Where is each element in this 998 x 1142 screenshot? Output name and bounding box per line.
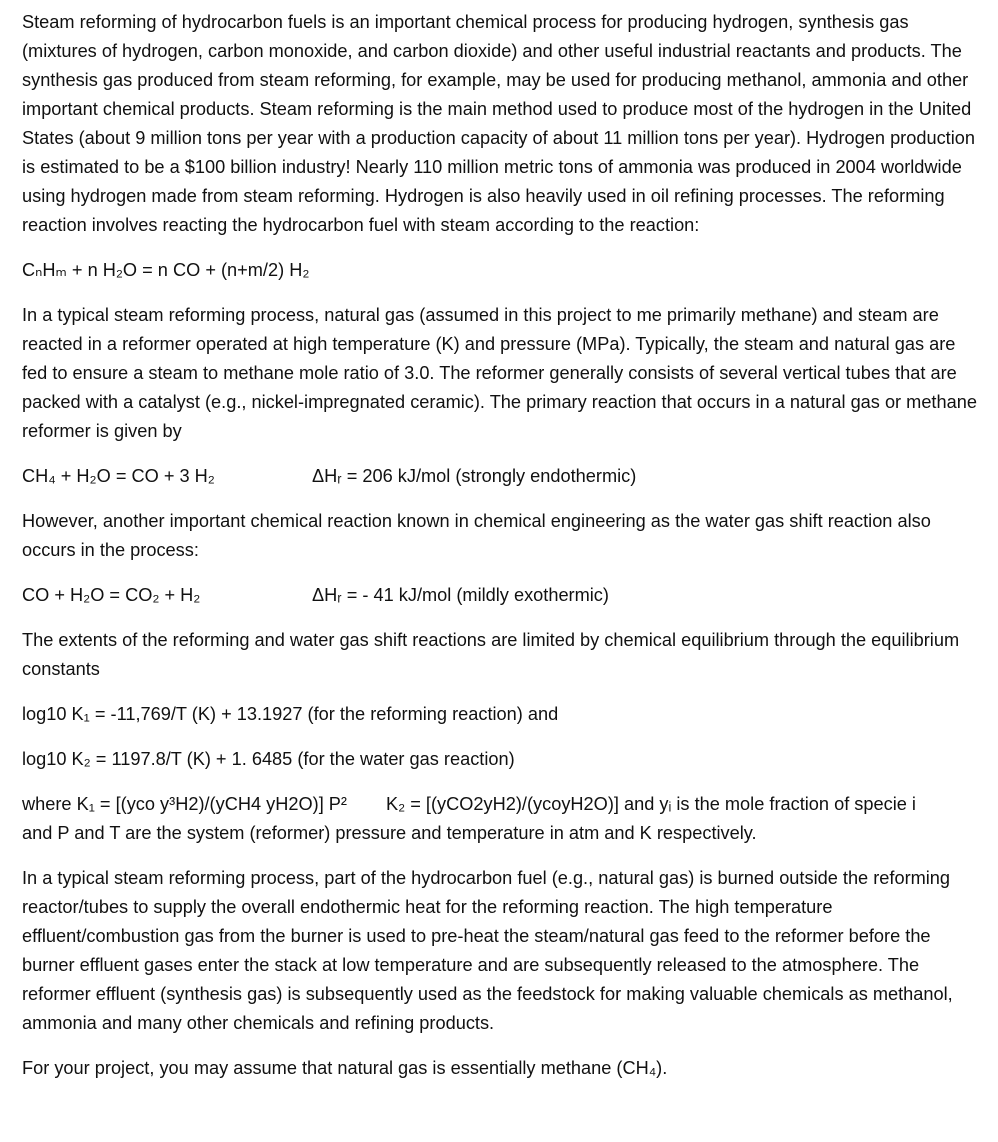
k1-equation: log10 K₁ = -11,769/T (K) + 13.1927 (for the reforming reaction) and bbox=[22, 704, 559, 724]
process-paragraph: In a typical steam reforming process, natural gas (assumed in this project to me primarily methane) and steam are reacted in a reformer operated at high temperature (K) and pressure (MPa). Typically, the steam and natural gas are fed to ensure a steam to methane mole ratio of 3.0. The reformer generally consists of several vertical tubes that are packed with a catalyst (e.g., nickel-impregnated ceramic). The primary reaction that occurs in a natural gas or methane reformer is given by bbox=[22, 305, 977, 441]
general-reaction-equation: CₙHₘ + n H₂O = n CO + (n+m/2) H₂ bbox=[22, 260, 310, 280]
k2-definition: K₂ = [(yCO2yH2)/(ycoyH2O)] and yᵢ is the mole fraction of specie i bbox=[386, 794, 916, 814]
equilibrium-definitions bbox=[22, 790, 978, 848]
k1-definition: where K₁ = [(yco y³H2)/(yCH4 yH2O)] P² bbox=[22, 794, 347, 814]
reforming-reaction-line bbox=[22, 462, 978, 491]
shift-reaction-enthalpy: ΔHᵣ = - 41 kJ/mol (mildly exothermic) bbox=[312, 585, 609, 605]
shift-reaction-line bbox=[22, 581, 978, 610]
definition-tail: and P and T are the system (reformer) pressure and temperature in atm and K respectively. bbox=[22, 823, 757, 843]
shift-reaction-intro: However, another important chemical reaction known in chemical engineering as the water gas shift reaction also occurs in the process: bbox=[22, 511, 931, 560]
k2-equation: log10 K₂ = 1197.8/T (K) + 1. 6485 (for the water gas reaction) bbox=[22, 749, 515, 769]
reforming-reaction-enthalpy: ΔHᵣ = 206 kJ/mol (strongly endothermic) bbox=[312, 466, 637, 486]
reforming-reaction-equation: CH₄ + H₂O = CO + 3 H₂ bbox=[22, 466, 215, 486]
shift-reaction-equation: CO + H₂O = CO₂ + H₂ bbox=[22, 585, 201, 605]
methane-assumption: For your project, you may assume that natural gas is essentially methane (CH₄). bbox=[22, 1058, 668, 1078]
heat-supply-paragraph: In a typical steam reforming process, part of the hydrocarbon fuel (e.g., natural gas) is burned outside the reforming reactor/tubes to supply the overall endothermic heat for the reforming reaction. The high temperature effluent/combustion gas from the burner is used to pre-heat the steam/natural gas feed to the reformer before the burner effluent gases enter the stack at low temperature and are subsequently released to the atmosphere. The reformer effluent (synthesis gas) is subsequently used as the feedstock for making valuable chemicals as methanol, ammonia and many other chemicals and refining products. bbox=[22, 868, 953, 1033]
equilibrium-intro: The extents of the reforming and water gas shift reactions are limited by chemical equilibrium through the equilibrium constants bbox=[22, 630, 960, 679]
intro-paragraph: Steam reforming of hydrocarbon fuels is an important chemical process for producing hydrogen, synthesis gas (mixtures of hydrogen, carbon monoxide, and carbon dioxide) and other useful industrial reactants and products. The synthesis gas produced from steam reforming, for example, may be used for producing methanol, ammonia and other important chemical products. Steam reforming is the main method used to produce most of the hydrogen in the United States (about 9 million tons per year with a production capacity of about 11 million tons per year). Hydrogen production is estimated to be a $100 billion industry! Nearly 110 million metric tons of ammonia was produced in 2004 worldwide using hydrogen made from steam reforming. Hydrogen is also heavily used in oil refining processes. The reforming reaction involves reacting the hydrocarbon fuel with steam according to the reaction: bbox=[22, 12, 976, 235]
